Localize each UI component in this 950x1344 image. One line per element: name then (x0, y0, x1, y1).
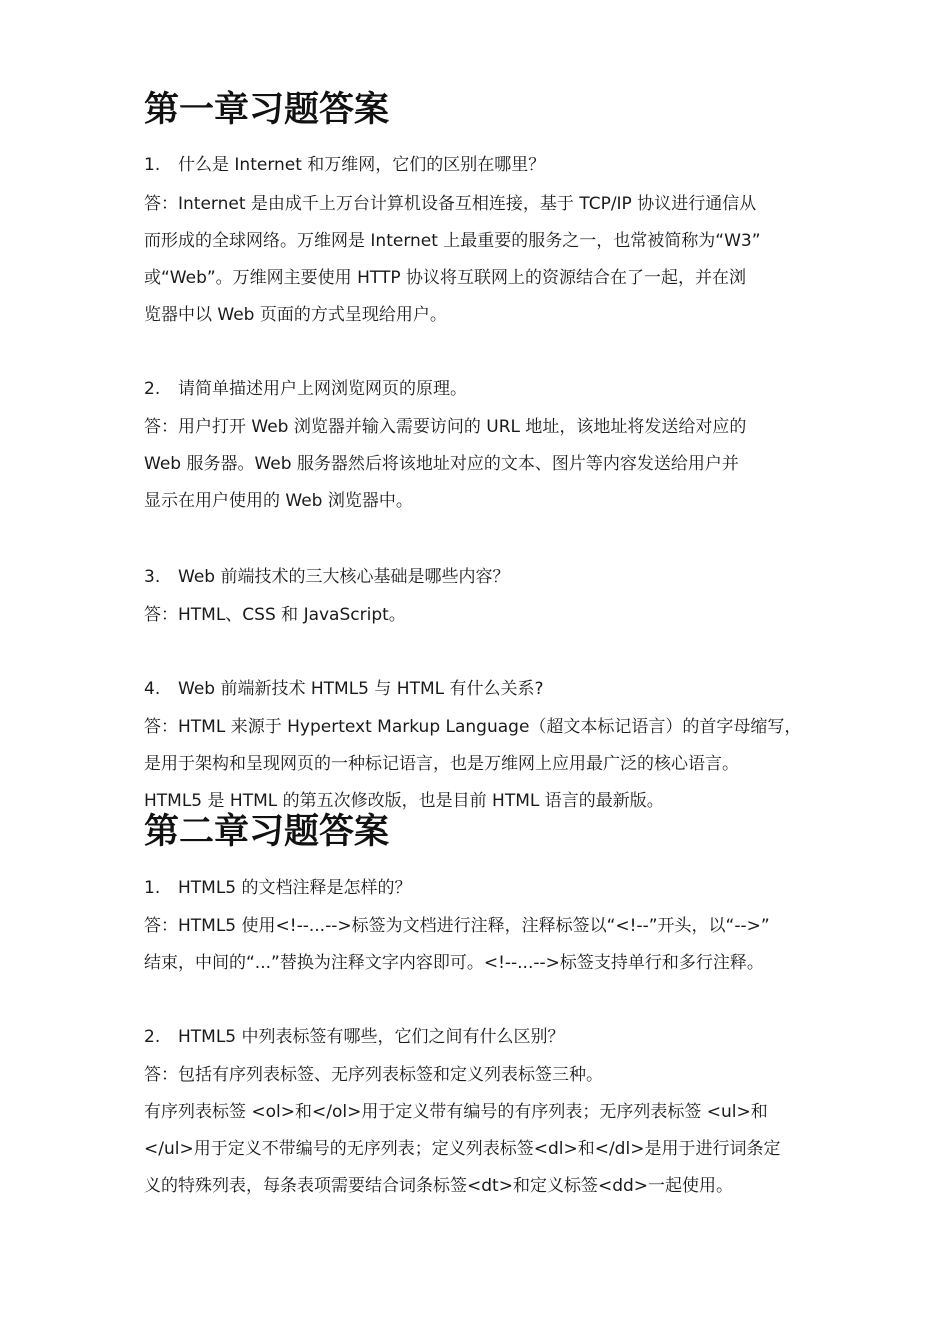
question-text: 什么是 Internet 和万维网，它们的区别在哪里？ (178, 155, 546, 175)
answer-line: 答：HTML 来源于 Hypertext Markup Language（超文本标记语言）的首字母缩写， (144, 717, 802, 737)
answer-line: HTML5 是 HTML 的第五次修改版，也是目前 HTML 语言的最新版。 (144, 791, 664, 811)
question-1-1 (144, 147, 824, 184)
question-number: 1. (144, 878, 161, 898)
answer-line: 答：HTML5 使用<!--...-->标签为文档进行注释，注释标签以“<!--”开头，以“-->” (144, 916, 770, 936)
answer-2-1 (144, 908, 810, 982)
question-number: 4. (144, 679, 161, 699)
answer-line: 结束，中间的“...”替换为注释文字内容即可。<!--...-->标签支持单行和多行注释。 (144, 953, 764, 973)
question-2-2 (144, 1019, 824, 1056)
answer-line: 是用于架构和呈现网页的一种标记语言，也是万维网上应用最广泛的核心语言。 (144, 754, 739, 774)
question-1-4 (144, 671, 824, 708)
question-text: Web 前端新技术 HTML5 与 HTML 有什么关系? (178, 679, 544, 699)
question-number: 1. (144, 155, 161, 175)
question-number: 2. (144, 379, 161, 399)
question-text: Web 前端技术的三大核心基础是哪些内容？ (178, 567, 510, 587)
answer-line: 或“Web”。万维网主要使用 HTTP 协议将互联网上的资源结合在了一起，并在浏 (144, 268, 746, 288)
answer-1-2 (144, 409, 810, 520)
answer-line: 显示在用户使用的 Web 浏览器中。 (144, 491, 413, 511)
question-text: 请简单描述用户上网浏览网页的原理。 (178, 379, 467, 399)
question-1-2 (144, 371, 824, 408)
answer-line: 览器中以 Web 页面的方式呈现给用户。 (144, 305, 447, 325)
answer-line: 答：包括有序列表标签、无序列表标签和定义列表标签三种。 (144, 1065, 603, 1085)
answer-line: 而形成的全球网络。万维网是 Internet 上最重要的服务之一，也常被简称为“W3” (144, 231, 761, 251)
answer-line: 答：HTML、CSS 和 JavaScript。 (144, 605, 406, 625)
answer-2-2 (144, 1057, 810, 1205)
answer-line: 答：用户打开 Web 浏览器并输入需要访问的 URL 地址，该地址将发送给对应的 (144, 417, 747, 437)
question-2-1 (144, 870, 824, 907)
answer-line: </ul>用于定义不带编号的无序列表；定义列表标签<dl>和</dl>是用于进行词条定 (144, 1139, 781, 1159)
answer-1-3 (144, 597, 810, 634)
question-number: 3. (144, 567, 161, 587)
answer-1-4 (144, 709, 810, 820)
answer-line: 有序列表标签 <ol>和</ol>用于定义带有编号的有序列表；无序列表标签 <ul>和 (144, 1102, 768, 1122)
question-text: HTML5 中列表标签有哪些，它们之间有什么区别？ (178, 1027, 565, 1047)
answer-line: Web 服务器。Web 服务器然后将该地址对应的文本、图片等内容发送给用户并 (144, 454, 739, 474)
question-number: 2. (144, 1027, 161, 1047)
answer-1-1 (144, 186, 810, 334)
chapter-1-title: 第一章习题答案 (144, 90, 390, 130)
question-text: HTML5 的文档注释是怎样的？ (178, 878, 412, 898)
chapter-2-title: 第二章习题答案 (144, 812, 390, 852)
answer-line: 答：Internet 是由成千上万台计算机设备互相连接，基于 TCP/IP 协议进行通信从 (144, 194, 757, 214)
question-1-3 (144, 559, 824, 596)
answer-line: 义的特殊列表，每条表项需要结合词条标签<dt>和定义标签<dd>一起使用。 (144, 1176, 734, 1196)
